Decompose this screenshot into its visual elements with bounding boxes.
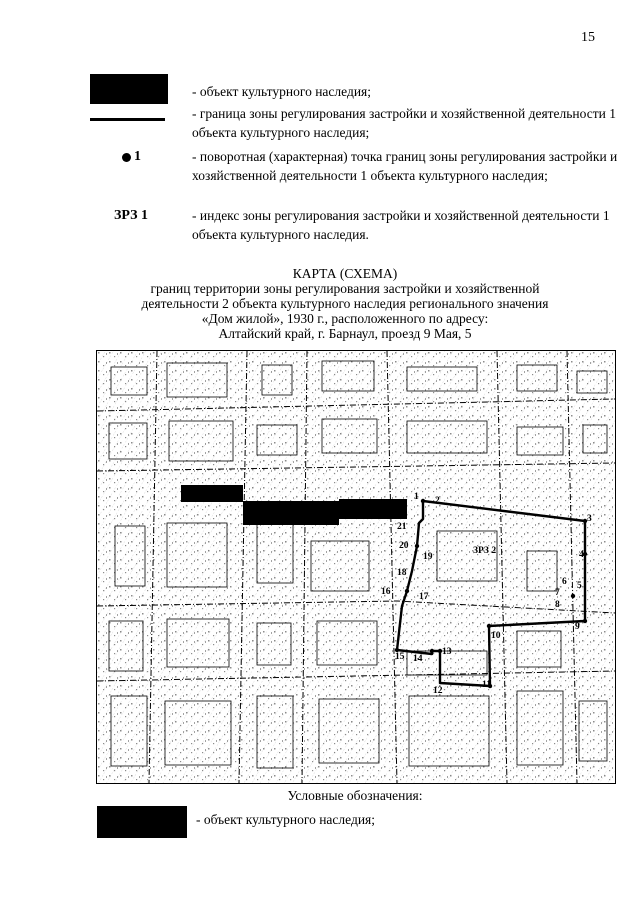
legend-item-turning-point (90, 147, 620, 205)
point-label-15: 15 (395, 652, 405, 662)
map-title-line: границ территории зоны регулирования застройки и хозяйственной (150, 281, 540, 296)
legend-text: - граница зоны регулирования застройки и хозяйственной деятельности 1 объекта культурного наследия; (192, 106, 616, 140)
point-label-16: 16 (381, 587, 391, 597)
map-title-line: «Дом жилой», 1930 г., расположенного по адресу: (201, 311, 489, 326)
point-label-4: 4 (579, 550, 584, 560)
legend-item-zone-index (90, 206, 620, 246)
point-label-17: 17 (419, 592, 429, 602)
page-number: 15 (581, 30, 595, 45)
map-title (90, 266, 600, 341)
point-label-7: 7 (555, 588, 560, 598)
point-label-9: 9 (575, 622, 580, 632)
legend-caption: Условные обозначения: (287, 788, 423, 803)
point-label-19: 19 (423, 552, 433, 562)
legend-text: - индекс зоны регулирования застройки и хозяйственной деятельности 1 объекта культурного наследия. (192, 208, 610, 242)
map-heading: КАРТА (СХЕМА) (292, 266, 398, 281)
legend-item-zone-boundary (90, 104, 620, 144)
point-label-18: 18 (397, 568, 407, 578)
legend-text: - объект культурного наследия; (196, 812, 376, 827)
point-label-14: 14 (413, 654, 423, 664)
legend-text: - объект культурного наследия; (192, 84, 372, 99)
turning-point-symbol (122, 149, 141, 165)
zone-index-label: ЗРЗ 1 (114, 208, 149, 223)
map-title-line: деятельности 2 объекта культурного наследия регионального значения (141, 296, 549, 311)
turning-point-label: 1 (134, 149, 141, 164)
point-label-10: 10 (491, 631, 501, 641)
map-title-line: Алтайский край, г. Барнаул, проезд 9 Мая, 5 (218, 326, 472, 341)
heritage-object-symbol (97, 806, 187, 838)
zone-label: ЗРЗ 2 (473, 546, 497, 556)
point-label-13: 13 (442, 647, 452, 657)
point-label-2: 2 (435, 496, 440, 506)
point-dot-icon (122, 153, 131, 162)
heritage-object-symbol (90, 74, 168, 104)
point-label-1: 1 (414, 492, 419, 502)
point-label-11: 11 (482, 680, 491, 690)
point-label-8: 8 (555, 600, 560, 610)
legend-text: - поворотная (характерная) точка границ зоны регулирования застройки и хозяйственной деятельности 1 объекта культурного наследия; (192, 149, 618, 183)
point-label-3: 3 (587, 514, 592, 524)
boundary-line-symbol (90, 118, 165, 121)
point-label-6: 6 (562, 577, 567, 587)
cadastral-map (96, 350, 616, 784)
point-label-21: 21 (397, 522, 407, 532)
map-hatching (97, 351, 615, 783)
point-label-20: 20 (399, 541, 409, 551)
legend-item-heritage-object (90, 74, 620, 108)
point-label-12: 12 (433, 686, 443, 696)
point-label-5: 5 (577, 581, 582, 591)
map-drawing (97, 351, 615, 783)
